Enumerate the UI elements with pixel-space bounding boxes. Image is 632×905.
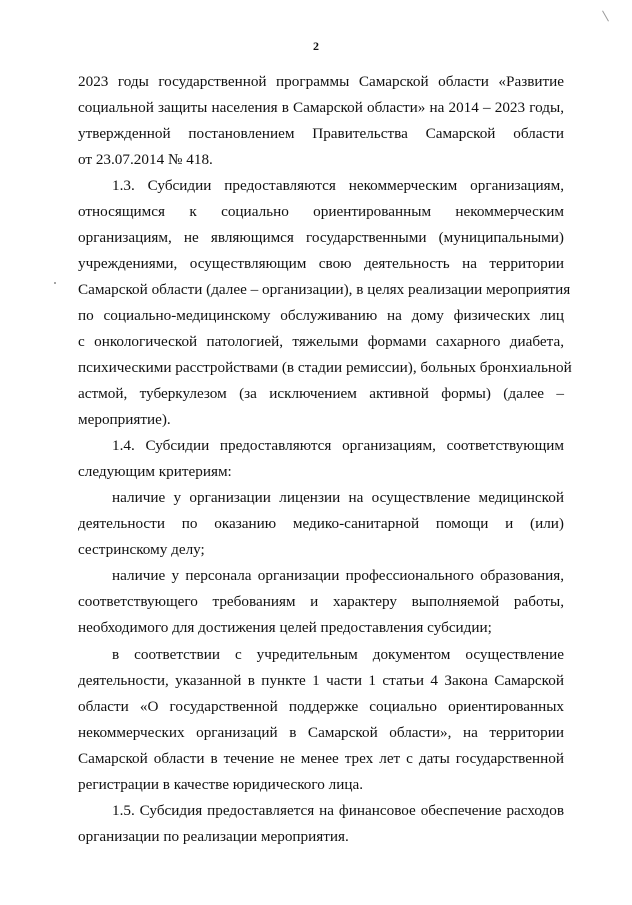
text-line: в соответствии с учредительным документом осуществление <box>112 646 564 663</box>
text-line: по социально-медицинскому обслуживанию на дому физических лиц <box>78 307 564 324</box>
text-line: некоммерческих организаций в Самарской области», на территории <box>78 724 564 741</box>
text-line: наличие у организации лицензии на осуществление медицинской <box>112 489 564 506</box>
text-line: наличие у персонала организации профессионального образования, <box>112 567 564 584</box>
text-line: с онкологической патологией, тяжелыми формами сахарного диабета, <box>78 333 564 350</box>
text-line: психическими расстройствами (в стадии ремиссии), больных бронхиальной <box>78 359 572 376</box>
text-line: мероприятие). <box>78 411 171 428</box>
scan-artifact-dot <box>54 282 56 284</box>
text-line: Самарской области (далее – организации), в целях реализации мероприятия <box>78 281 571 298</box>
text-line: социальной защиты населения в Самарской области» на 2014 – 2023 годы, <box>78 99 564 116</box>
text-line: следующим критериям: <box>78 463 232 480</box>
page-number: 2 <box>313 39 319 53</box>
text-line: 1.3. Субсидии предоставляются некоммерческим организациям, <box>112 177 564 194</box>
text-line: от 23.07.2014 № 418. <box>78 151 213 168</box>
text-line: сестринскому делу; <box>78 541 205 558</box>
text-line: организации по реализации мероприятия. <box>78 828 349 845</box>
text-line: 2023 годы государственной программы Самарской области «Развитие <box>78 73 564 90</box>
text-line: области «О государственной поддержке социально ориентированных <box>78 698 564 715</box>
text-line: 1.4. Субсидии предоставляются организациям, соответствующим <box>112 437 564 454</box>
text-line: необходимого для достижения целей предоставления субсидии; <box>78 619 492 636</box>
text-line: Самарской области в течение не менее трех лет с даты государственной <box>78 750 564 767</box>
text-line: 1.5. Субсидия предоставляется на финансовое обеспечение расходов <box>112 802 564 819</box>
scan-artifact-mark <box>602 11 609 22</box>
text-line: организациям, не являющимся государственными (муниципальными) <box>78 229 564 246</box>
text-line: утвержденной постановлением Правительства Самарской области <box>78 125 564 142</box>
text-line: учреждениями, осуществляющим свою деятельность на территории <box>78 255 564 272</box>
text-line: деятельности по оказанию медико-санитарной помощи и (или) <box>78 515 564 532</box>
text-line: относящимся к социально ориентированным некоммерческим <box>78 203 564 220</box>
text-line: соответствующего требованиям и характеру выполняемой работы, <box>78 593 564 610</box>
text-line: регистрации в качестве юридического лица. <box>78 776 364 793</box>
text-line: астмой, туберкулезом (за исключением активной формы) (далее – <box>78 385 564 402</box>
text-line: деятельности, указанной в пункте 1 части 1 статьи 4 Закона Самарской <box>78 672 564 689</box>
